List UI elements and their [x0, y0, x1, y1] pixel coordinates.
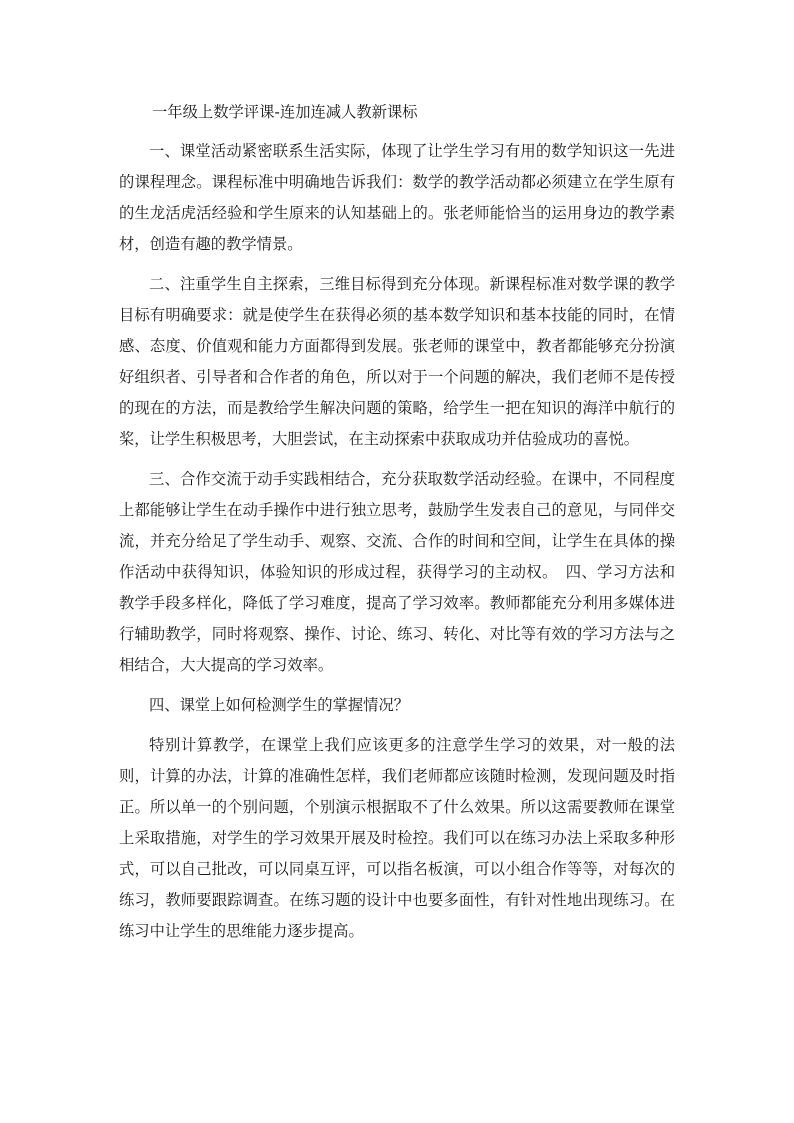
- paragraph-1: 一、课堂活动紧密联系生活实际，体现了让学生学习有用的数学知识这一先进的课程理念。课程标准中明确地告诉我们：数学的教学活动都必须建立在学生原有的生龙活虎活经验和学生原来的认知基础上的。张老师能恰当的运用身边的教学素材，创造有趣的教学情景。: [119, 142, 675, 253]
- document-body: [119, 97, 675, 956]
- paragraph-2: 二、注重学生自主探索，三维目标得到充分体现。新课程标准对数学课的教学目标有明确要求：就是使学生在获得必须的基本数学知识和基本技能的同时，在情感、态度、价值观和能力方面都得到发展。张老师的课堂中，教者都能够充分扮演好组织者、引导者和合作者的角色，所以对于一个问题的解决，我们老师不是传授的现在的方法，而是教给学生解决问题的策略，给学生一把在知识的海洋中航行的桨，让学生积极思考，大胆尝试，在主动探索中获取成功并估验成功的喜悦。: [119, 275, 675, 448]
- document-title: 一年级上数学评课-连加连减人教新课标: [152, 103, 418, 121]
- paragraph-4-heading: 四、课堂上如何检测学生的掌握情况？: [149, 696, 410, 714]
- paragraph-5: 特别计算教学，在课堂上我们应该更多的注意学生学习的效果，对一般的法则，计算的办法，计算的准确性怎样，我们老师都应该随时检测，发现问题及时指正。所以单一的个别问题，个别演示根据取不了什么效果。所以这需要教师在课堂上采取措施，对学生的学习效果开展及时检控。我们可以在练习办法上采取多种形式，可以自己批改，可以同桌互评，可以指名板演，可以小组合作等等，对每次的练习，教师要跟踪调查。在练习题的设计中也要多面性，有针对性地出现练习。在练习中让学生的思维能力逐步提高。: [119, 736, 675, 940]
- paragraph-3: 三、合作交流于动手实践相结合，充分获取数学活动经验。在课中，不同程度上都能够让学生在动手操作中进行独立思考，鼓励学生发表自己的意见，与同伴交流，并充分给足了学生动手、观察、交流、合作的时间和空间，让学生在具体的操作活动中获得知识，体验知识的形成过程，获得学习的主动权。 四、学习方法和教学手段多样化，降低了学习难度，提高了学习效率。教师都能充分利用多媒体进行辅助教学，同时将观察、操作、讨论、练习、转化、对比等有效的学习方法与之相结合，大大提高的学习效率。: [119, 470, 675, 674]
